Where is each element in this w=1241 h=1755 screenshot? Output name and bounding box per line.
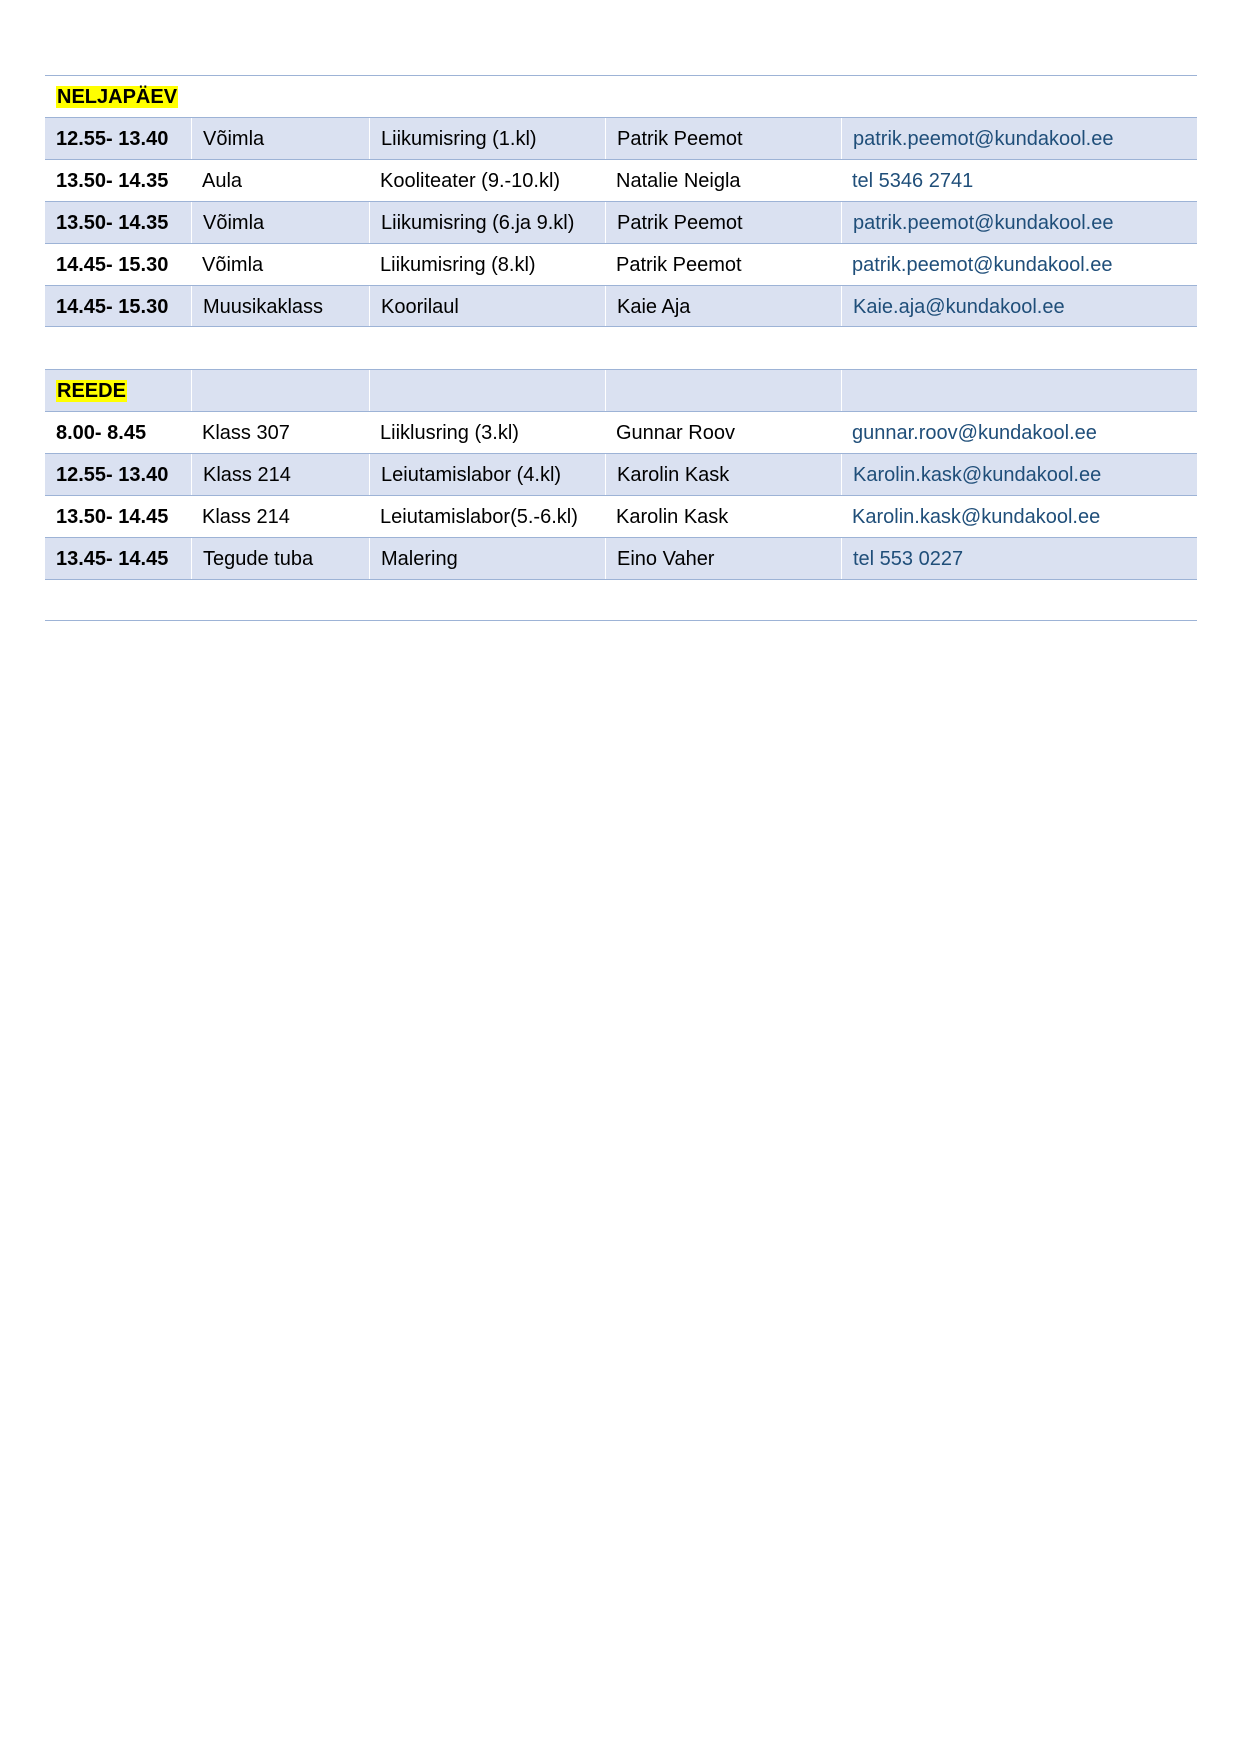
time-cell: 12.55- 13.40: [56, 464, 169, 486]
time-cell: 13.50- 14.45: [56, 506, 169, 528]
time-cell: 13.45- 14.45: [56, 548, 169, 570]
table-row: [45, 159, 1197, 201]
room-cell: Aula: [202, 170, 243, 192]
teacher-cell: Eino Vaher: [605, 538, 841, 579]
section-gap: [45, 327, 1197, 369]
teacher-cell: Natalie Neigla: [616, 170, 741, 192]
teacher-cell: Karolin Kask: [616, 506, 729, 528]
activity-cell: Liikumisring (8.kl): [380, 254, 536, 276]
room-cell: Klass 214: [191, 454, 369, 495]
activity-cell: Liiklusring (3.kl): [380, 422, 519, 444]
contact-cell[interactable]: patrik.peemot@kundakool.ee: [852, 254, 1113, 276]
time-cell: 14.45- 15.30: [56, 296, 169, 318]
time-cell: 14.45- 15.30: [56, 254, 169, 276]
room-cell: Võimla: [191, 118, 369, 159]
table-row: [45, 411, 1197, 453]
time-cell: 8.00- 8.45: [56, 422, 147, 444]
table-row: [45, 453, 1197, 495]
table-row: [45, 243, 1197, 285]
teacher-cell: Karolin Kask: [605, 454, 841, 495]
teacher-cell: Patrik Peemot: [605, 202, 841, 243]
activity-cell: Liikumisring (6.ja 9.kl): [369, 202, 605, 243]
teacher-cell: Gunnar Roov: [616, 422, 735, 444]
room-cell: Muusikaklass: [191, 286, 369, 326]
time-cell: 12.55- 13.40: [56, 128, 169, 150]
room-cell: Võimla: [202, 254, 264, 276]
room-cell: Võimla: [191, 202, 369, 243]
activity-cell: Leiutamislabor(5.-6.kl): [380, 506, 578, 528]
empty-row: [45, 579, 1197, 621]
contact-cell[interactable]: tel 553 0227: [841, 538, 1197, 579]
activity-cell: Kooliteater (9.-10.kl): [380, 170, 561, 192]
table-row: [45, 537, 1197, 579]
table-row: [45, 201, 1197, 243]
table-row: [45, 495, 1197, 537]
table-row: [45, 117, 1197, 159]
teacher-cell: Patrik Peemot: [616, 254, 742, 276]
activity-cell: Malering: [369, 538, 605, 579]
room-cell: Klass 214: [202, 506, 290, 528]
teacher-cell: Kaie Aja: [605, 286, 841, 326]
contact-cell[interactable]: gunnar.roov@kundakool.ee: [852, 422, 1097, 444]
activity-cell: Koorilaul: [369, 286, 605, 326]
contact-cell[interactable]: Karolin.kask@kundakool.ee: [841, 454, 1197, 495]
contact-cell[interactable]: patrik.peemot@kundakool.ee: [841, 202, 1197, 243]
time-cell: 13.50- 14.35: [56, 212, 169, 234]
contact-cell[interactable]: patrik.peemot@kundakool.ee: [841, 118, 1197, 159]
room-cell: Tegude tuba: [191, 538, 369, 579]
activity-cell: Leiutamislabor (4.kl): [369, 454, 605, 495]
day-label: NELJAPÄEV: [57, 86, 178, 108]
table-row: [45, 285, 1197, 327]
day-label: REEDE: [57, 380, 126, 402]
activity-cell: Liikumisring (1.kl): [369, 118, 605, 159]
day-header-row: [45, 75, 1197, 117]
schedule-table: [45, 75, 1197, 621]
contact-cell[interactable]: tel 5346 2741: [852, 170, 974, 192]
time-cell: 13.50- 14.35: [56, 170, 169, 192]
day-header-row: [45, 369, 1197, 411]
teacher-cell: Patrik Peemot: [605, 118, 841, 159]
contact-cell[interactable]: Kaie.aja@kundakool.ee: [841, 286, 1197, 326]
room-cell: Klass 307: [202, 422, 290, 444]
contact-cell[interactable]: Karolin.kask@kundakool.ee: [852, 506, 1101, 528]
